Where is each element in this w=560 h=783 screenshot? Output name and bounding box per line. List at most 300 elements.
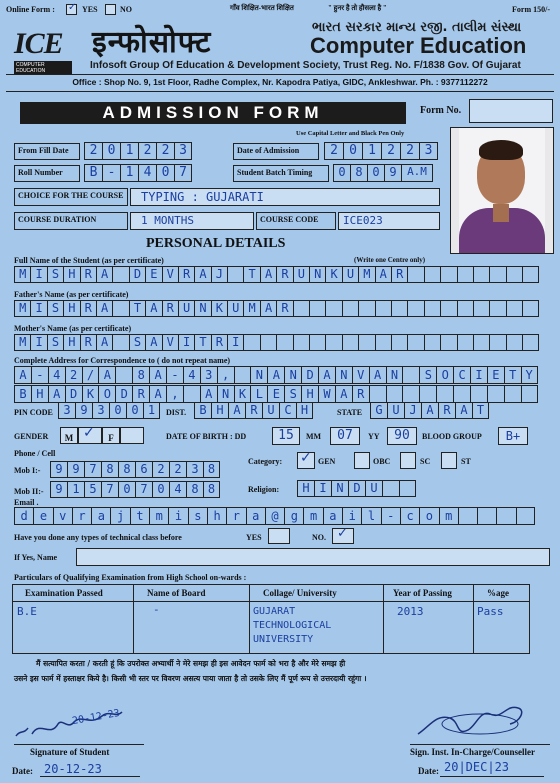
mob2-digit-cell[interactable]: 4 [169,481,186,498]
email-char-cell[interactable] [458,507,477,525]
gender-f-check[interactable] [120,427,144,444]
name-char-cell[interactable] [112,266,128,283]
address-char-cell[interactable]: T [504,366,521,384]
dob-mm-field[interactable] [330,427,360,445]
mother-char-cell[interactable]: I [30,334,46,351]
address-char-cell[interactable] [402,366,419,384]
name-char-cell[interactable]: E [145,266,161,283]
address-char-cell[interactable]: C [453,366,470,384]
email-char-cell[interactable]: s [188,507,207,525]
table-header-year: Year of Passing [393,588,452,598]
name-char-cell[interactable]: R [178,266,194,283]
blood-group-field[interactable] [498,427,528,445]
date-of-admission-cells[interactable] [324,142,438,160]
name-char-cell[interactable]: I [30,266,46,283]
address-char-cell[interactable]: K [82,385,99,403]
address-char-cell[interactable]: E [487,366,504,384]
state-char-cell[interactable]: R [438,402,455,419]
address-char-cell[interactable]: D [65,385,82,403]
email-char-cell[interactable]: r [226,507,245,525]
mob1-digit-cell[interactable]: 3 [186,461,203,478]
address-char-cell[interactable]: A [267,366,284,384]
category-gen-label: GEN [318,457,336,466]
state-char-cell[interactable]: J [404,402,421,419]
email-char-cell[interactable] [496,507,515,525]
name-char-cell[interactable]: R [276,266,292,283]
mother-char-cell[interactable]: A [96,334,112,351]
time-cell[interactable]: 8 [350,164,367,182]
address-char-cell[interactable]: A [98,366,115,384]
father-char-cell[interactable]: M [243,300,259,317]
online-no-checkbox[interactable] [105,4,116,15]
email-char-cell[interactable]: g [284,507,303,525]
dist-char-cell[interactable]: A [228,402,245,419]
email-char-cell[interactable]: r [72,507,91,525]
mother-char-cell[interactable] [506,334,522,351]
online-yes-checkbox[interactable]: ✓ [68,2,77,13]
email-char-cell[interactable]: m [439,507,458,525]
address-char-cell[interactable]: A [48,385,65,403]
mother-char-cell[interactable]: V [162,334,178,351]
dob-yy-field[interactable] [387,427,417,445]
name-char-cell[interactable] [424,266,440,283]
father-char-cell[interactable] [391,300,407,317]
name-char-cell[interactable]: D [129,266,145,283]
mother-char-cell[interactable]: I [178,334,194,351]
email-char-cell[interactable]: h [207,507,226,525]
name-char-cell[interactable]: A [194,266,210,283]
mother-name-cells[interactable] [14,334,539,351]
address-char-cell[interactable] [521,385,538,403]
mob2-digit-cell[interactable]: 7 [101,481,118,498]
dist-cells[interactable] [194,402,313,419]
father-char-cell[interactable] [489,300,505,317]
mob1-digit-cell[interactable]: 2 [169,461,186,478]
religion-char-cell[interactable] [382,480,399,497]
mother-char-cell[interactable] [522,334,538,351]
address-char-cell[interactable]: D [301,366,318,384]
date-cell[interactable]: 3 [419,142,438,160]
email-char-cell[interactable] [477,507,496,525]
email-char-cell[interactable]: d [14,507,33,525]
address-char-cell[interactable]: - [31,366,48,384]
name-char-cell[interactable] [227,266,243,283]
religion-char-cell[interactable]: D [348,480,365,497]
name-char-cell[interactable]: U [293,266,309,283]
religion-char-cell[interactable]: U [365,480,382,497]
mother-char-cell[interactable] [375,334,391,351]
address-char-cell[interactable]: - [166,366,183,384]
father-char-cell[interactable] [522,300,538,317]
father-char-cell[interactable]: R [276,300,292,317]
tech-no-checkbox[interactable] [332,528,354,544]
mother-char-cell[interactable] [325,334,341,351]
name-char-cell[interactable]: V [162,266,178,283]
mother-char-cell[interactable] [424,334,440,351]
pin-char-cell[interactable]: 0 [109,402,126,419]
address-char-cell[interactable] [183,385,200,403]
roll-cell[interactable]: B [84,164,102,182]
father-char-cell[interactable] [293,300,309,317]
mother-char-cell[interactable] [489,334,505,351]
address-char-cell[interactable]: N [386,366,403,384]
address-char-cell[interactable] [369,385,386,403]
father-char-cell[interactable] [112,300,128,317]
address-char-cell[interactable]: N [250,366,267,384]
name-char-cell[interactable]: R [80,266,96,283]
address-char-cell[interactable]: 3 [200,366,217,384]
email-char-cell[interactable]: m [303,507,322,525]
mother-char-cell[interactable] [293,334,309,351]
pin-char-cell[interactable]: 9 [75,402,92,419]
email-char-cell[interactable]: i [342,507,361,525]
father-char-cell[interactable]: I [30,300,46,317]
mother-char-cell[interactable]: M [14,334,30,351]
name-char-cell[interactable] [489,266,505,283]
address-char-cell[interactable]: N [217,385,234,403]
state-cells[interactable] [370,402,489,419]
address-char-cell[interactable] [419,385,436,403]
address-char-cell[interactable]: W [318,385,335,403]
religion-cells[interactable] [297,480,416,497]
address-char-cell[interactable]: A [318,366,335,384]
date-cell[interactable]: 1 [362,142,381,160]
mob2-digit-cell[interactable]: 7 [135,481,152,498]
father-char-cell[interactable] [424,300,440,317]
mother-char-cell[interactable]: I [227,334,243,351]
mother-char-cell[interactable]: R [211,334,227,351]
address-char-cell[interactable] [234,366,251,384]
father-char-cell[interactable] [375,300,391,317]
mob1-digit-cell[interactable]: 6 [135,461,152,478]
name-char-cell[interactable]: A [375,266,391,283]
pin-char-cell[interactable]: 0 [126,402,143,419]
address-char-cell[interactable]: O [98,385,115,403]
dist-char-cell[interactable]: U [262,402,279,419]
mob1-digit-cell[interactable]: 9 [67,461,84,478]
address-char-cell[interactable]: D [115,385,132,403]
father-char-cell[interactable]: U [227,300,243,317]
address-char-cell[interactable] [470,385,487,403]
mob2-digit-cell[interactable]: 0 [118,481,135,498]
mother-char-cell[interactable] [473,334,489,351]
mob1-digit-cell[interactable]: 9 [50,461,67,478]
date-cell[interactable]: 1 [120,142,138,160]
address-char-cell[interactable]: A [369,366,386,384]
slogan: गाँव शिक्षित-भारत शिक्षित [230,4,294,12]
name-char-cell[interactable]: K [325,266,341,283]
mother-char-cell[interactable] [309,334,325,351]
state-char-cell[interactable]: G [370,402,387,419]
date-cell[interactable]: 0 [102,142,120,160]
address-char-cell[interactable] [504,385,521,403]
duration-field[interactable] [130,212,254,230]
date-cell[interactable]: 2 [381,142,400,160]
address-char-cell[interactable]: 2 [65,366,82,384]
name-char-cell[interactable]: U [342,266,358,283]
gender-m-box[interactable] [60,427,78,444]
father-char-cell[interactable]: K [211,300,227,317]
email-char-cell[interactable]: a [323,507,342,525]
mother-char-cell[interactable] [260,334,276,351]
category-st-checkbox[interactable] [441,452,457,469]
mother-char-cell[interactable] [457,334,473,351]
online-yes-label: YES [82,5,98,14]
date-cell[interactable]: 2 [84,142,102,160]
address-char-cell[interactable] [386,385,403,403]
father-char-cell[interactable]: A [96,300,112,317]
name-char-cell[interactable] [522,266,538,283]
address-char-cell[interactable]: R [352,385,369,403]
pin-char-cell[interactable]: 1 [143,402,160,419]
email-char-cell[interactable]: m [149,507,168,525]
religion-char-cell[interactable]: N [331,480,348,497]
father-char-cell[interactable] [473,300,489,317]
address-char-cell[interactable]: A [149,366,166,384]
mob2-digit-cell[interactable]: 9 [50,481,67,498]
name-char-cell[interactable] [457,266,473,283]
email-char-cell[interactable] [516,507,535,525]
father-char-cell[interactable] [358,300,374,317]
form-no-field[interactable] [469,99,553,123]
email-char-cell[interactable]: a [246,507,265,525]
email-char-cell[interactable]: - [381,507,400,525]
address-char-cell[interactable]: 4 [48,366,65,384]
email-char-cell[interactable]: @ [265,507,284,525]
father-char-cell[interactable]: R [80,300,96,317]
email-char-cell[interactable]: c [400,507,419,525]
father-char-cell[interactable] [506,300,522,317]
father-char-cell[interactable] [440,300,456,317]
name-char-cell[interactable]: M [14,266,30,283]
name-char-cell[interactable] [473,266,489,283]
father-char-cell[interactable]: S [47,300,63,317]
dob-dd-field[interactable] [272,427,300,445]
father-char-cell[interactable]: U [178,300,194,317]
address-char-cell[interactable]: A [335,385,352,403]
mob1-digit-cell[interactable]: 8 [203,461,220,478]
address-char-cell[interactable]: N [284,366,301,384]
mob2-digit-cell[interactable]: 5 [84,481,101,498]
name-char-cell[interactable]: A [260,266,276,283]
category-sc-checkbox[interactable] [400,452,416,469]
mob2-cells[interactable] [50,481,220,498]
mob1-digit-cell[interactable]: 2 [152,461,169,478]
if-yes-field[interactable] [76,548,550,566]
gender-m-check[interactable] [78,427,102,444]
roll-cell[interactable]: 7 [174,164,192,182]
mother-char-cell[interactable]: R [80,334,96,351]
date-cell[interactable]: 2 [400,142,419,160]
name-char-cell[interactable]: R [391,266,407,283]
batch-timing-cells[interactable] [333,164,433,182]
address-char-cell[interactable]: H [31,385,48,403]
roll-cell[interactable]: 4 [138,164,156,182]
mother-char-cell[interactable]: S [129,334,145,351]
address-char-cell[interactable]: H [301,385,318,403]
tech-class-label: Have you done any types of technical class before [14,533,182,542]
address-line-1-cells[interactable] [14,366,538,384]
date-cell[interactable]: 0 [343,142,362,160]
dist-char-cell[interactable]: H [211,402,228,419]
email-char-cell[interactable]: e [33,507,52,525]
father-char-cell[interactable] [342,300,358,317]
roll-cell[interactable]: 1 [120,164,138,182]
name-char-cell[interactable] [506,266,522,283]
address-char-cell[interactable] [487,385,504,403]
address-char-cell[interactable]: I [470,366,487,384]
tech-yes-checkbox[interactable] [268,528,290,544]
mother-char-cell[interactable]: A [145,334,161,351]
father-char-cell[interactable]: R [162,300,178,317]
state-char-cell[interactable]: A [455,402,472,419]
email-char-cell[interactable]: l [361,507,380,525]
address-char-cell[interactable] [115,366,132,384]
full-name-cells[interactable] [14,266,539,283]
time-cell[interactable]: 0 [367,164,384,182]
time-cell[interactable]: A.M [401,164,433,182]
date-cell[interactable]: 2 [138,142,156,160]
dist-char-cell[interactable]: B [194,402,211,419]
religion-char-cell[interactable] [399,480,416,497]
choice-field[interactable] [130,188,440,206]
mother-char-cell[interactable] [358,334,374,351]
date-cell[interactable]: 2 [324,142,343,160]
name-char-cell[interactable]: N [309,266,325,283]
pin-char-cell[interactable]: 3 [92,402,109,419]
name-char-cell[interactable]: H [63,266,79,283]
address-char-cell[interactable]: O [436,366,453,384]
address-char-cell[interactable]: / [82,366,99,384]
father-char-cell[interactable] [457,300,473,317]
name-char-cell[interactable]: A [96,266,112,283]
address-char-cell[interactable]: N [335,366,352,384]
father-char-cell[interactable]: M [14,300,30,317]
address-char-cell[interactable]: L [250,385,267,403]
from-fill-date-cells[interactable] [84,142,192,160]
email-char-cell[interactable]: a [91,507,110,525]
address-char-cell[interactable]: S [284,385,301,403]
mother-char-cell[interactable] [342,334,358,351]
address-char-cell[interactable]: B [14,385,31,403]
address-char-cell[interactable]: R [132,385,149,403]
name-char-cell[interactable]: S [47,266,63,283]
father-char-cell[interactable]: T [129,300,145,317]
name-char-cell[interactable] [407,266,423,283]
roll-cell[interactable]: 0 [156,164,174,182]
father-char-cell[interactable] [309,300,325,317]
father-name-cells[interactable] [14,300,539,317]
name-char-cell[interactable]: M [358,266,374,283]
form-title-banner [20,102,406,124]
address-char-cell[interactable]: 8 [132,366,149,384]
dist-char-cell[interactable]: H [296,402,313,419]
religion-char-cell[interactable]: H [297,480,314,497]
mother-char-cell[interactable] [112,334,128,351]
state-char-cell[interactable]: U [387,402,404,419]
address-char-cell[interactable]: S [419,366,436,384]
father-char-cell[interactable]: N [194,300,210,317]
address-char-cell[interactable]: A [14,366,31,384]
address-char-cell[interactable]: E [267,385,284,403]
address-line-2-cells[interactable] [14,385,538,403]
mob2-digit-cell[interactable]: 8 [203,481,220,498]
roll-number-cells[interactable] [84,164,192,182]
time-cell[interactable]: 9 [384,164,401,182]
father-char-cell[interactable]: H [63,300,79,317]
address-char-cell[interactable] [402,385,419,403]
pin-char-cell[interactable]: 3 [58,402,75,419]
father-char-cell[interactable]: A [145,300,161,317]
mob2-digit-cell[interactable]: 8 [186,481,203,498]
mother-char-cell[interactable]: T [194,334,210,351]
email-char-cell[interactable]: t [130,507,149,525]
address-char-cell[interactable]: A [149,385,166,403]
category-gen-checkbox[interactable] [297,452,315,469]
mother-char-cell[interactable]: H [63,334,79,351]
roll-cell[interactable]: - [102,164,120,182]
father-char-cell[interactable] [325,300,341,317]
mother-char-cell[interactable] [276,334,292,351]
gender-f-label: F [108,433,114,443]
email-char-cell[interactable]: i [168,507,187,525]
pin-code-cells[interactable] [58,402,160,419]
father-char-cell[interactable] [407,300,423,317]
mob1-digit-cell[interactable]: 8 [118,461,135,478]
date-cell[interactable]: 2 [156,142,174,160]
name-char-cell[interactable] [440,266,456,283]
mob1-cells[interactable] [50,461,220,478]
address-char-cell[interactable] [453,385,470,403]
category-obc-checkbox[interactable] [354,452,370,469]
name-char-cell[interactable]: T [243,266,259,283]
mob1-digit-cell[interactable]: 8 [101,461,118,478]
address-char-cell[interactable]: K [234,385,251,403]
email-cells[interactable] [14,507,535,525]
religion-char-cell[interactable]: I [314,480,331,497]
address-char-cell[interactable]: 4 [183,366,200,384]
address-char-cell[interactable]: , [217,366,234,384]
email-char-cell[interactable]: v [53,507,72,525]
mother-char-cell[interactable] [391,334,407,351]
mob2-digit-cell[interactable]: 0 [152,481,169,498]
dist-char-cell[interactable]: R [245,402,262,419]
email-char-cell[interactable]: j [110,507,129,525]
address-char-cell[interactable] [436,385,453,403]
address-char-cell[interactable]: V [352,366,369,384]
course-code-field[interactable] [338,212,440,230]
mob2-digit-cell[interactable]: 1 [67,481,84,498]
mother-char-cell[interactable]: S [47,334,63,351]
state-char-cell[interactable]: A [421,402,438,419]
address-char-cell[interactable]: , [166,385,183,403]
address-char-cell[interactable]: A [200,385,217,403]
gender-f-box[interactable] [102,427,120,444]
mother-char-cell[interactable] [440,334,456,351]
date-cell[interactable]: 3 [174,142,192,160]
state-char-cell[interactable]: T [472,402,489,419]
name-char-cell[interactable]: J [211,266,227,283]
address-char-cell[interactable]: Y [521,366,538,384]
email-char-cell[interactable]: o [419,507,438,525]
time-cell[interactable]: 0 [333,164,350,182]
mother-char-cell[interactable] [243,334,259,351]
dist-char-cell[interactable]: C [279,402,296,419]
mother-char-cell[interactable] [407,334,423,351]
father-char-cell[interactable]: A [260,300,276,317]
counselor-date-label: Date: [418,766,439,776]
mob1-digit-cell[interactable]: 7 [84,461,101,478]
